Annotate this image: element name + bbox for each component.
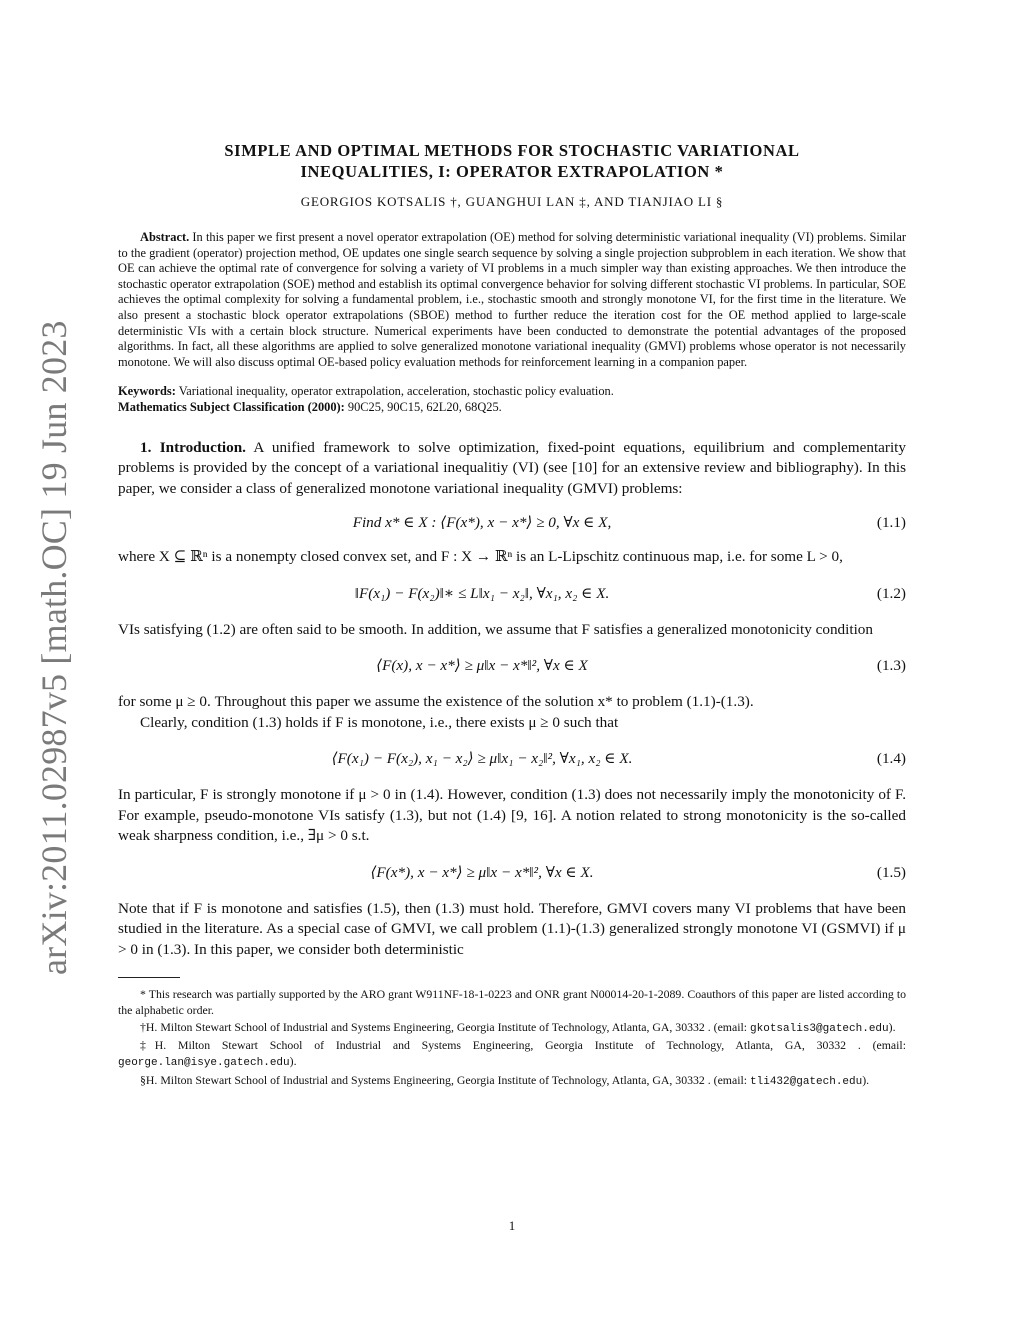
paragraph-2: where X ⊆ ℝⁿ is a nonempty closed convex set, and F : X → ℝⁿ is an L-Lipschitz continuous map, i.e. for some L > 0, [118,548,843,566]
fn4-close: ). [862,1072,870,1087]
eq1-1-math: Find x* ∈ X : ⟨F(x*), x − x*⟩ ≥ 0, ∀x ∈ X, [352,514,612,532]
equation-1-4 [118,749,906,769]
email-link-li: tli432@gatech.edu [750,1075,863,1088]
keywords-label: Keywords: [118,384,176,399]
equation-1-1 [118,513,906,533]
footnote-author-3 [118,1072,906,1090]
abstract-label: Abstract. [140,230,190,244]
arxiv-stamp: arXiv:2011.02987v5 [math.OC] 19 Jun 2023 [34,320,74,975]
fn3-close: ). [289,1054,297,1069]
eq1-2-math: ‖F(x₁) − F(x₂)‖∗ ≤ L‖x₁ − x₂‖, ∀x₁, x₂ ∈ X. [354,584,610,602]
footnotes [118,986,906,1090]
msc-label: Mathematics Subject Classification (2000): [118,399,345,414]
fn4-text: §H. Milton Stewart School of Industrial and Systems Engineering, Georgia Institute of Technology, Atlanta, GA, 30332 . (email: [140,1072,748,1087]
eq1-1-number: (1.1) [876,514,906,532]
eq1-5-math: ⟨F(x*), x − x*⟩ ≥ μ‖x − x*‖², ∀x ∈ X. [370,863,594,881]
paragraph-5: Clearly, condition (1.3) holds if F is monotone, i.e., there exists μ ≥ 0 such that [140,713,619,731]
footnote-author-1 [118,1019,906,1037]
para1-text: A unified framework to solve optimization, fixed-point equations, equilibrium and complementarity problems is provided by the concept of a variational inequalitiy (VI) (see [10] for an extensive review and bibliography). In this paper, we consider a class of generalized monotone variational inequality (GMVI) problems: [118,438,906,497]
equation-1-2 [118,584,906,604]
eq1-5-number: (1.5) [876,863,906,881]
msc-text: 90C25, 90C15, 62L20, 68Q25. [347,399,502,414]
paper-page [118,140,906,1090]
paragraph-7: Note that if F is monotone and satisfies (1.5), then (1.3) must hold. Therefore, GMVI covers many VI problems that have been studied in the literature. As a special case of GMVI, we call problem (1.1)-(1.3) generalized strongly monotone VI (GSMVI) if μ > 0 in (1.3). In this paper, we consider both deterministic [118,899,906,958]
keywords-block [118,384,906,415]
intro-paragraph-1 [118,438,906,500]
abstract-text: In this paper we first present a novel operator extrapolation (OE) method for solving deterministic variational inequality (VI) problems. Similar to the gradient (operator) projection method, OE updates one single search sequence by solving a single projection subproblem in each iteration. We show that OE can achieve the optimal rate of convergence for solving a variety of VI problems in a much simpler way than existing approaches. We then introduce the stochastic operator extrapolation (SOE) method and establish its optimal convergence behavior for solving different stochastic VI problems. In particular, SOE achieves the optimal complexity for solving a fundamental problem, i.e., stochastic smooth and strongly monotone VI, for the first time in the literature. We also present a stochastic block operator extrapolations (SBOE) method to further reduce the iteration cost for the OE method applied to large-scale deterministic VIs with a certain block structure. Numerical experiments have been conducted to demonstrate the potential advantages of the proposed algorithms. In fact, all these algorithms are applied to solve generalized monotone variational inequality (GMVI) problems whose operator is not necessarily monotone. We will also discuss optimal OE-based policy evaluation methods for reinforcement learning in a companion paper. [118,230,906,369]
footnote-author-2 [118,1037,906,1072]
title-line-2: INEQUALITIES, I: OPERATOR EXTRAPOLATION * [300,162,724,181]
eq1-2-number: (1.2) [876,584,906,602]
footnote-funding: * This research was partially supported by the ARO grant W911NF-18-1-0223 and ONR grant N00014-20-1-2089. Coauthors of this paper are listed according to the alphabetic order. [118,987,906,1018]
paragraph-3: VIs satisfying (1.2) are often said to be smooth. In addition, we assume that F satisfies a generalized monotonicity condition [118,620,873,638]
eq1-3-math: ⟨F(x), x − x*⟩ ≥ μ‖x − x*‖², ∀x ∈ X [376,657,588,675]
eq1-4-math: ⟨F(x₁) − F(x₂), x₁ − x₂⟩ ≥ μ‖x₁ − x₂‖², ∀x₁, x₂ ∈ X. [331,750,633,768]
author-list: GEORGIOS KOTSALIS †, GUANGHUI LAN ‡, AND TIANJIAO LI § [300,194,724,209]
fn2-text: †H. Milton Stewart School of Industrial and Systems Engineering, Georgia Institute of Technology, Atlanta, GA, 30332 . (email: [140,1019,748,1034]
equation-1-5 [118,863,906,883]
paper-title [118,140,906,182]
equation-1-3 [118,656,906,676]
abstract [118,230,906,370]
eq1-4-number: (1.4) [876,750,906,768]
paragraph-4: for some μ ≥ 0. Throughout this paper we assume the existence of the solution x* to problem (1.1)-(1.3). [118,693,754,711]
email-link-lan: george.lan@isye.gatech.edu [118,1057,290,1070]
page-number: 1 [508,1218,516,1233]
fn3-text: ‡H. Milton Stewart School of Industrial and Systems Engineering, Georgia Institute of Technology, Atlanta, GA, 30332 . (email: [140,1037,906,1052]
fn2-close: ). [888,1019,896,1034]
section-heading: 1. Introduction. [140,438,246,456]
footnote-rule [118,977,180,978]
paragraph-6: In particular, F is strongly monotone if μ > 0 in (1.4). However, condition (1.3) does not necessarily imply the monotonicity of F. For example, pseudo-monotone VIs satisfy (1.3), but not (1.4) [9, 16]. A notion related to strong monotonicity is the so-called weak sharpness condition, i.e., ∃μ > 0 s.t. [118,786,906,845]
body-text [118,438,906,961]
keywords-text: Variational inequality, operator extrapolation, acceleration, stochastic policy evaluation. [178,384,614,399]
eq1-3-number: (1.3) [876,657,906,675]
email-link-kotsalis: gkotsalis3@gatech.edu [750,1022,889,1035]
title-line-1: SIMPLE AND OPTIMAL METHODS FOR STOCHASTIC VARIATIONAL [224,141,800,160]
